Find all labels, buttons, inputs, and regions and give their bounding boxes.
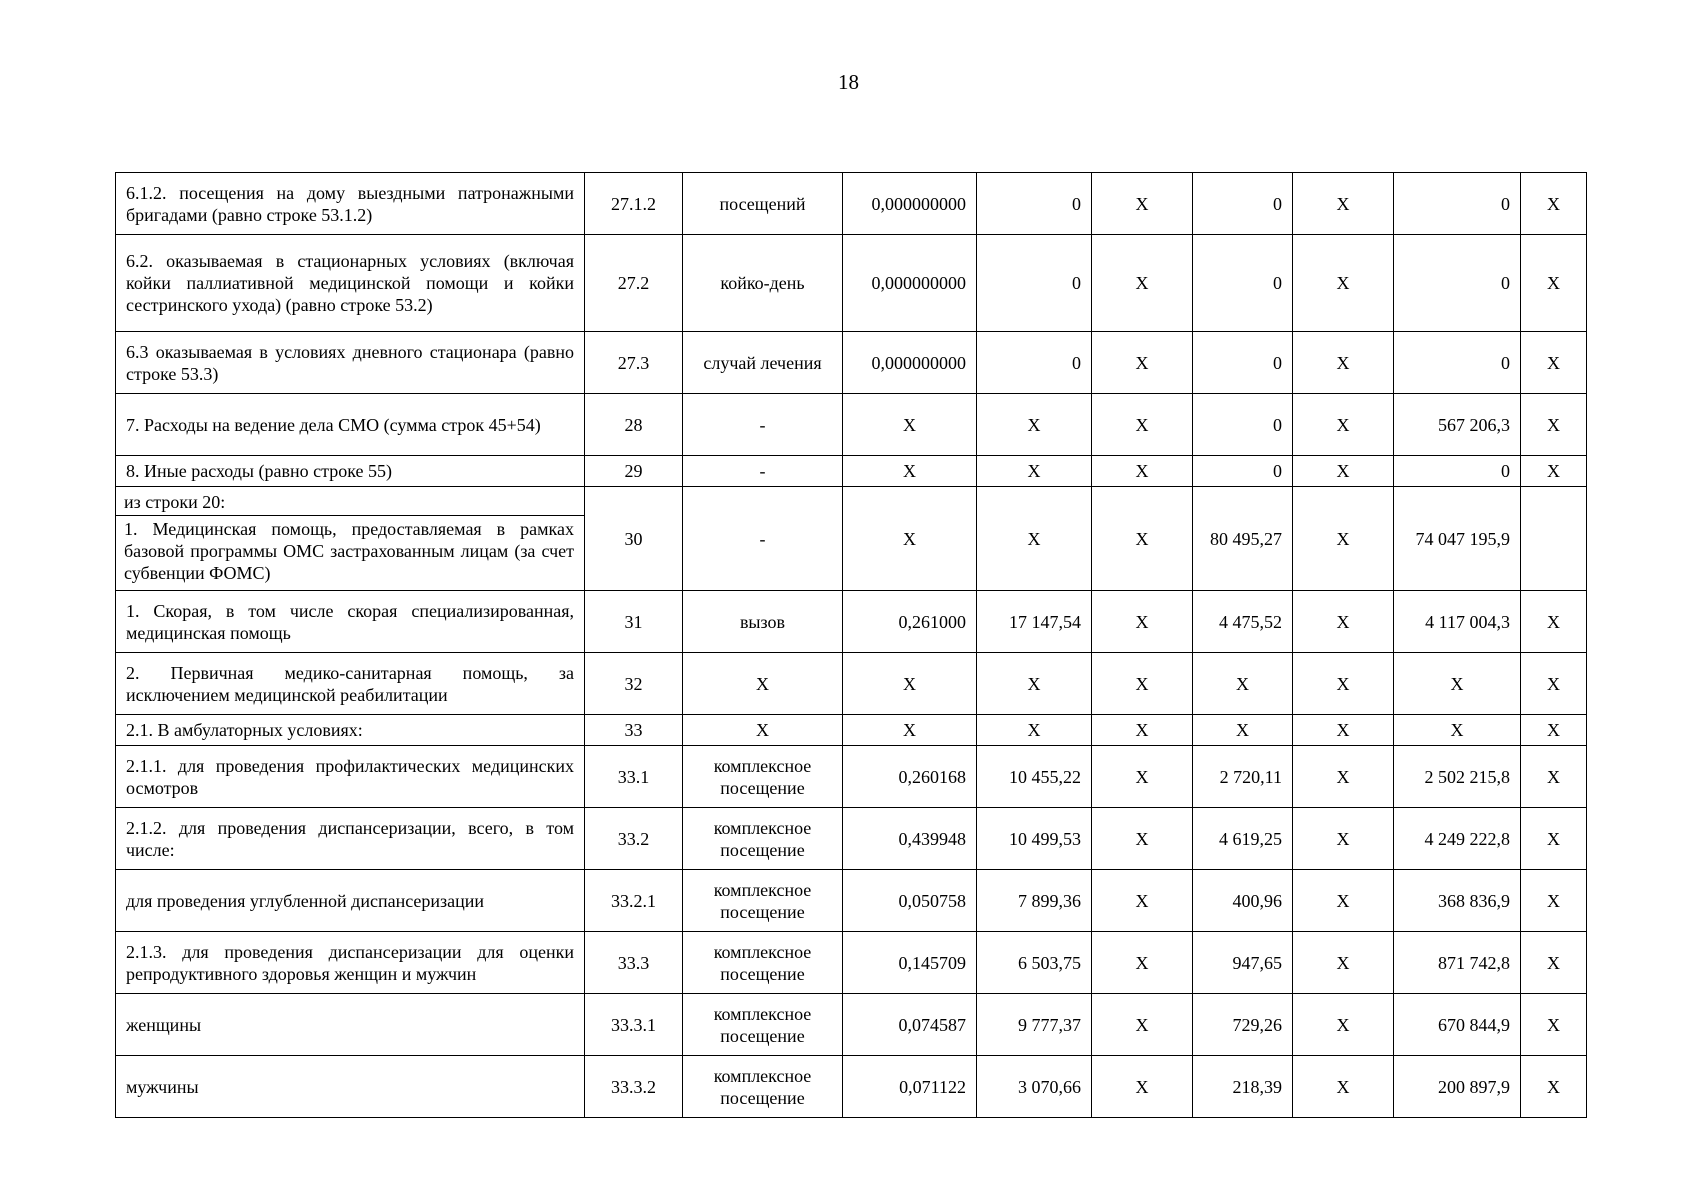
row-code-cell: 32 (585, 653, 683, 715)
table-row (116, 591, 1587, 653)
row-col6-cell: X (1092, 870, 1193, 932)
table-row (116, 653, 1587, 715)
row-norm-cell: X (843, 715, 977, 746)
row-norm-cell: 0,000000000 (843, 235, 977, 332)
row-unit-cell: койко-день (683, 235, 843, 332)
row-per-capita-cell: X (1193, 653, 1293, 715)
row-norm-cell: 0,071122 (843, 1056, 977, 1118)
row-col6-cell: X (1092, 715, 1193, 746)
row-code-cell: 33.2.1 (585, 870, 683, 932)
row-norm-cell: 0,074587 (843, 994, 977, 1056)
row-cost-cell: X (977, 653, 1092, 715)
row-code-cell: 27.1.2 (585, 173, 683, 235)
row-unit-cell: комплексное посещение (683, 994, 843, 1056)
row-col8-cell: X (1293, 870, 1394, 932)
row-code-cell: 27.2 (585, 235, 683, 332)
row-col8-cell: X (1293, 994, 1394, 1056)
table-row (116, 715, 1587, 746)
row-per-capita-cell: 947,65 (1193, 932, 1293, 994)
row-norm-cell: 0,260168 (843, 746, 977, 808)
row-norm-cell: X (843, 394, 977, 456)
expenses-table (115, 172, 1587, 1118)
row-per-capita-cell: 0 (1193, 394, 1293, 456)
row-total-cell: X (1394, 715, 1521, 746)
row-code-cell: 33.1 (585, 746, 683, 808)
row-unit-cell: комплексное посещение (683, 746, 843, 808)
row-total-cell: 871 742,8 (1394, 932, 1521, 994)
row-code-cell: 29 (585, 456, 683, 487)
row-name-cell: 2.1.3. для проведения диспансеризации для оценки репродуктивного здоровья женщин и мужчин (116, 932, 585, 994)
row-col10-cell: X (1521, 394, 1587, 456)
row-col10-cell (1521, 487, 1587, 591)
row-col8-cell: X (1293, 653, 1394, 715)
row-unit-cell: вызов (683, 591, 843, 653)
table-body (116, 173, 1587, 1118)
row-per-capita-cell: 0 (1193, 456, 1293, 487)
table-row (116, 746, 1587, 808)
row-total-cell: 2 502 215,8 (1394, 746, 1521, 808)
row-name-cell: 2. Первичная медико-санитарная помощь, за исключением медицинской реабилитации (116, 653, 585, 715)
row-col6-cell: X (1092, 235, 1193, 332)
row-name-cell: 6.3 оказываемая в условиях дневного стационара (равно строке 53.3) (116, 332, 585, 394)
row-col8-cell: X (1293, 1056, 1394, 1118)
row-name-cell: для проведения углубленной диспансеризации (116, 870, 585, 932)
row-col8-cell: X (1293, 487, 1394, 591)
row-col10-cell: X (1521, 1056, 1587, 1118)
row-cost-cell: 17 147,54 (977, 591, 1092, 653)
table-row (116, 456, 1587, 487)
row-total-cell: 567 206,3 (1394, 394, 1521, 456)
row-cost-cell: 7 899,36 (977, 870, 1092, 932)
row-cost-cell: 0 (977, 235, 1092, 332)
row-per-capita-cell: 4 619,25 (1193, 808, 1293, 870)
row-total-cell: 0 (1394, 456, 1521, 487)
row-code-cell: 28 (585, 394, 683, 456)
row-norm-cell: 0,000000000 (843, 173, 977, 235)
row-code-cell: 27.3 (585, 332, 683, 394)
row-per-capita-cell: 0 (1193, 173, 1293, 235)
row-col6-cell: X (1092, 808, 1193, 870)
row-col6-cell: X (1092, 456, 1193, 487)
row-col8-cell: X (1293, 173, 1394, 235)
row-col10-cell: X (1521, 870, 1587, 932)
row-col10-cell: X (1521, 332, 1587, 394)
row-norm-cell: X (843, 487, 977, 591)
row-col6-cell: X (1092, 487, 1193, 591)
row-unit-cell: X (683, 653, 843, 715)
row-col6-cell: X (1092, 173, 1193, 235)
row-col6-cell: X (1092, 994, 1193, 1056)
row-col10-cell: X (1521, 746, 1587, 808)
row-per-capita-cell: 2 720,11 (1193, 746, 1293, 808)
table-row (116, 870, 1587, 932)
row-unit-cell: комплексное посещение (683, 870, 843, 932)
row-col10-cell: X (1521, 591, 1587, 653)
row-code-cell: 33.3.1 (585, 994, 683, 1056)
row-cost-cell: X (977, 715, 1092, 746)
row-unit-cell: - (683, 456, 843, 487)
row-col10-cell: X (1521, 173, 1587, 235)
row-col6-cell: X (1092, 394, 1193, 456)
row-col8-cell: X (1293, 715, 1394, 746)
row-norm-cell: 0,050758 (843, 870, 977, 932)
row-col8-cell: X (1293, 332, 1394, 394)
row-per-capita-cell: 218,39 (1193, 1056, 1293, 1118)
row-total-cell: 4 117 004,3 (1394, 591, 1521, 653)
row-cost-cell: 0 (977, 332, 1092, 394)
row-total-cell: 0 (1394, 332, 1521, 394)
row-norm-cell: 0,261000 (843, 591, 977, 653)
row-total-cell: 368 836,9 (1394, 870, 1521, 932)
row-col6-cell: X (1092, 746, 1193, 808)
row-code-cell: 33.3.2 (585, 1056, 683, 1118)
row-col8-cell: X (1293, 746, 1394, 808)
row-col10-cell: X (1521, 994, 1587, 1056)
row-cost-cell: 10 455,22 (977, 746, 1092, 808)
row-name-cell: 1. Скорая, в том числе скорая специализированная, медицинская помощь (116, 591, 585, 653)
row-total-cell: 4 249 222,8 (1394, 808, 1521, 870)
row-norm-cell: 0,000000000 (843, 332, 977, 394)
row-col8-cell: X (1293, 932, 1394, 994)
row-code-cell: 33.3 (585, 932, 683, 994)
row-unit-cell: комплексное посещение (683, 932, 843, 994)
row-name-cell: 2.1. В амбулаторных условиях: (116, 715, 585, 746)
row-unit-cell: X (683, 715, 843, 746)
table-row (116, 808, 1587, 870)
row-col6-cell: X (1092, 591, 1193, 653)
row-per-capita-cell: X (1193, 715, 1293, 746)
row-total-cell: 670 844,9 (1394, 994, 1521, 1056)
row-col10-cell: X (1521, 235, 1587, 332)
row-total-cell: 0 (1394, 173, 1521, 235)
row-total-cell: 74 047 195,9 (1394, 487, 1521, 591)
row-unit-cell: комплексное посещение (683, 1056, 843, 1118)
row-col8-cell: X (1293, 808, 1394, 870)
row-cost-cell: X (977, 456, 1092, 487)
row-per-capita-cell: 729,26 (1193, 994, 1293, 1056)
row-name-cell: 6.2. оказываемая в стационарных условиях (включая койки паллиативной медицинской помощи и койки сестринского ухода) (равно строке 53.2) (116, 235, 585, 332)
row-name-cell: 6.1.2. посещения на дому выездными патронажными бригадами (равно строке 53.1.2) (116, 173, 585, 235)
row-per-capita-cell: 80 495,27 (1193, 487, 1293, 591)
row-name-heading: из строки 20: (124, 492, 226, 512)
row-norm-cell: 0,145709 (843, 932, 977, 994)
row-name-cell: женщины (116, 994, 585, 1056)
row-col6-cell: X (1092, 653, 1193, 715)
row-name-cell: 7. Расходы на ведение дела СМО (сумма строк 45+54) (116, 394, 585, 456)
row-cost-cell: 6 503,75 (977, 932, 1092, 994)
table-row (116, 487, 1587, 591)
row-name-cell: мужчины (116, 1056, 585, 1118)
table-row (116, 994, 1587, 1056)
row-col8-cell: X (1293, 591, 1394, 653)
row-unit-cell: посещений (683, 173, 843, 235)
table-row (116, 332, 1587, 394)
row-name-cell: 2.1.1. для проведения профилактических медицинских осмотров (116, 746, 585, 808)
table-row (116, 235, 1587, 332)
row-code-cell: 33.2 (585, 808, 683, 870)
row-cost-cell: 10 499,53 (977, 808, 1092, 870)
row-col8-cell: X (1293, 394, 1394, 456)
row-name-cell: 2.1.2. для проведения диспансеризации, всего, в том числе: (116, 808, 585, 870)
row-col10-cell: X (1521, 932, 1587, 994)
row-code-cell: 31 (585, 591, 683, 653)
page-number: 18 (838, 70, 859, 94)
row-col10-cell: X (1521, 715, 1587, 746)
row-name-cell (116, 487, 585, 591)
row-col10-cell: X (1521, 808, 1587, 870)
row-code-cell: 33 (585, 715, 683, 746)
row-cost-cell: 3 070,66 (977, 1056, 1092, 1118)
row-col6-cell: X (1092, 932, 1193, 994)
row-cost-cell: X (977, 394, 1092, 456)
row-unit-cell: - (683, 487, 843, 591)
row-col8-cell: X (1293, 456, 1394, 487)
row-norm-cell: X (843, 653, 977, 715)
row-total-cell: 200 897,9 (1394, 1056, 1521, 1118)
row-total-cell: X (1394, 653, 1521, 715)
row-unit-cell: комплексное посещение (683, 808, 843, 870)
row-per-capita-cell: 0 (1193, 332, 1293, 394)
row-col6-cell: X (1092, 1056, 1193, 1118)
row-unit-cell: случай лечения (683, 332, 843, 394)
row-col6-cell: X (1092, 332, 1193, 394)
row-name-cell: 8. Иные расходы (равно строке 55) (116, 456, 585, 487)
row-per-capita-cell: 0 (1193, 235, 1293, 332)
row-code-cell: 30 (585, 487, 683, 591)
row-unit-cell: - (683, 394, 843, 456)
row-name-text: 1. Медицинская помощь, предоставляемая в рамках базовой программы ОМС застрахованным лицам (за счет субвенции ФОМС) (116, 515, 584, 584)
row-cost-cell: 0 (977, 173, 1092, 235)
row-col8-cell: X (1293, 235, 1394, 332)
row-norm-cell: 0,439948 (843, 808, 977, 870)
row-col10-cell: X (1521, 653, 1587, 715)
table-row (116, 173, 1587, 235)
row-total-cell: 0 (1394, 235, 1521, 332)
table-row (116, 394, 1587, 456)
row-col10-cell: X (1521, 456, 1587, 487)
row-per-capita-cell: 4 475,52 (1193, 591, 1293, 653)
row-cost-cell: 9 777,37 (977, 994, 1092, 1056)
table-row (116, 932, 1587, 994)
row-norm-cell: X (843, 456, 977, 487)
row-per-capita-cell: 400,96 (1193, 870, 1293, 932)
row-cost-cell: X (977, 487, 1092, 591)
table-row (116, 1056, 1587, 1118)
